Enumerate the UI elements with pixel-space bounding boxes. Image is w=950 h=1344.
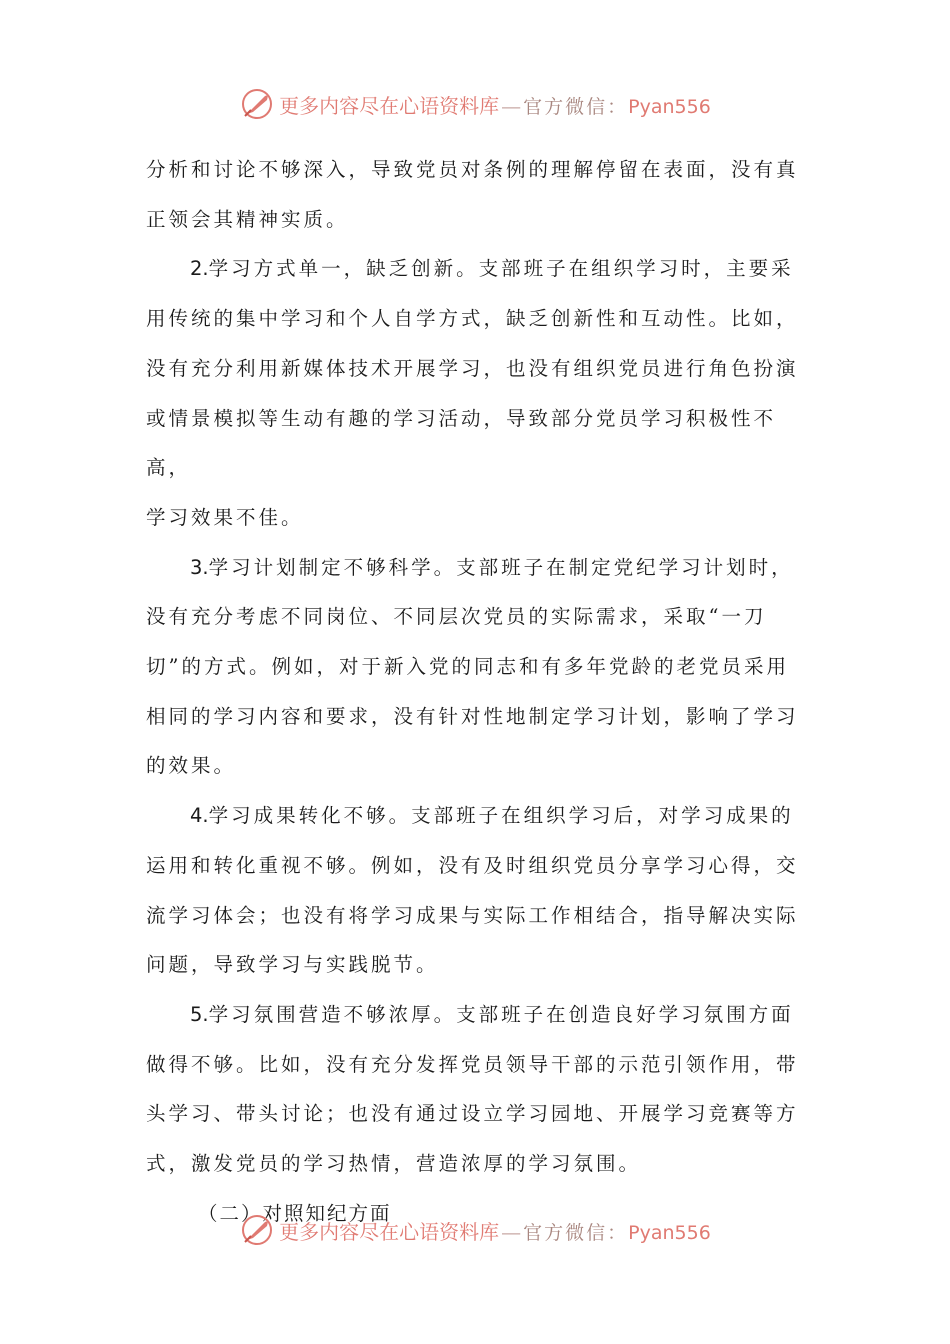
text-line: 式，激发党员的学习热情，营造浓厚的学习氛围。: [146, 1152, 642, 1176]
text-line: 分析和讨论不够深入，导致党员对条例的理解停留在表面，没有真: [146, 158, 799, 181]
watermark-banner-top: [0, 82, 950, 126]
paragraph-item-2: [146, 244, 812, 542]
watermark-sep: —: [501, 1219, 522, 1244]
watermark-main: 更多内容尽在心语资料库: [279, 93, 500, 118]
text-line: 头学习、带头讨论；也没有通过设立学习园地、开展学习竞赛等方: [146, 1102, 799, 1126]
watermark-id: Pyan556: [628, 95, 711, 118]
watermark-text: [279, 90, 711, 119]
text-line: 用传统的集中学习和个人自学方式，缺乏创新性和互动性。比如，: [146, 307, 799, 331]
watermark-banner-bottom: [0, 1208, 950, 1252]
text-line: 学习成果转化不够。支部班子在组织学习后，对学习成果的: [208, 804, 794, 828]
paragraph-continuation: [146, 145, 812, 244]
paragraph-item-5: [146, 990, 812, 1189]
document-body: [146, 145, 812, 1238]
item-number: 2.: [190, 257, 209, 281]
watermark-label: 官方微信：: [523, 1221, 629, 1244]
text-line: 学习效果不佳。: [146, 505, 304, 529]
watermark-text: [279, 1216, 711, 1245]
text-line: 学习方式单一，缺乏创新。支部班子在组织学习时，主要采: [208, 257, 794, 281]
quill-logo-icon: [239, 1212, 275, 1248]
text-line: 问题，导致学习与实践脱节。: [146, 953, 439, 977]
paragraph-item-4: [146, 791, 812, 990]
text-line: 没有充分考虑不同岗位、不同层次党员的实际需求，采取“一刀: [146, 605, 767, 629]
paragraph-item-3: [146, 543, 812, 792]
section-heading: （二）对照知纪方面: [198, 1201, 392, 1225]
text-line: 学习氛围营造不够浓厚。支部班子在创造良好学习氛围方面: [208, 1002, 794, 1026]
text-line: 没有充分利用新媒体技术开展学习，也没有组织党员进行角色扮演: [146, 356, 799, 380]
text-line: 运用和转化重视不够。例如，没有及时组织党员分享学习心得，交: [146, 853, 799, 877]
item-number: 5.: [190, 1002, 209, 1026]
text-line: 做得不够。比如，没有充分发挥党员领导干部的示范引领作用，带: [146, 1052, 799, 1076]
text-line: 正领会其精神实质。: [146, 207, 349, 231]
text-line: 学习计划制定不够科学。支部班子在制定党纪学习计划时，: [208, 555, 794, 579]
watermark-label: 官方微信：: [523, 95, 629, 118]
text-line: 流学习体会；也没有将学习成果与实际工作相结合，指导解决实际: [146, 903, 799, 927]
text-line: 或情景模拟等生动有趣的学习活动，导致部分党员学习积极性不高，: [146, 406, 777, 480]
item-number: 4.: [190, 804, 209, 828]
quill-logo-icon: [239, 86, 275, 122]
text-line: 的效果。: [146, 754, 237, 778]
text-line: 相同的学习内容和要求，没有针对性地制定学习计划，影响了学习: [146, 704, 799, 728]
watermark-id: Pyan556: [628, 1221, 711, 1244]
watermark-main: 更多内容尽在心语资料库: [279, 1219, 500, 1244]
text-line: 切”的方式。例如，对于新入党的同志和有多年党龄的老党员采用: [146, 655, 789, 679]
item-number: 3.: [190, 555, 209, 579]
watermark-sep: —: [501, 93, 522, 118]
